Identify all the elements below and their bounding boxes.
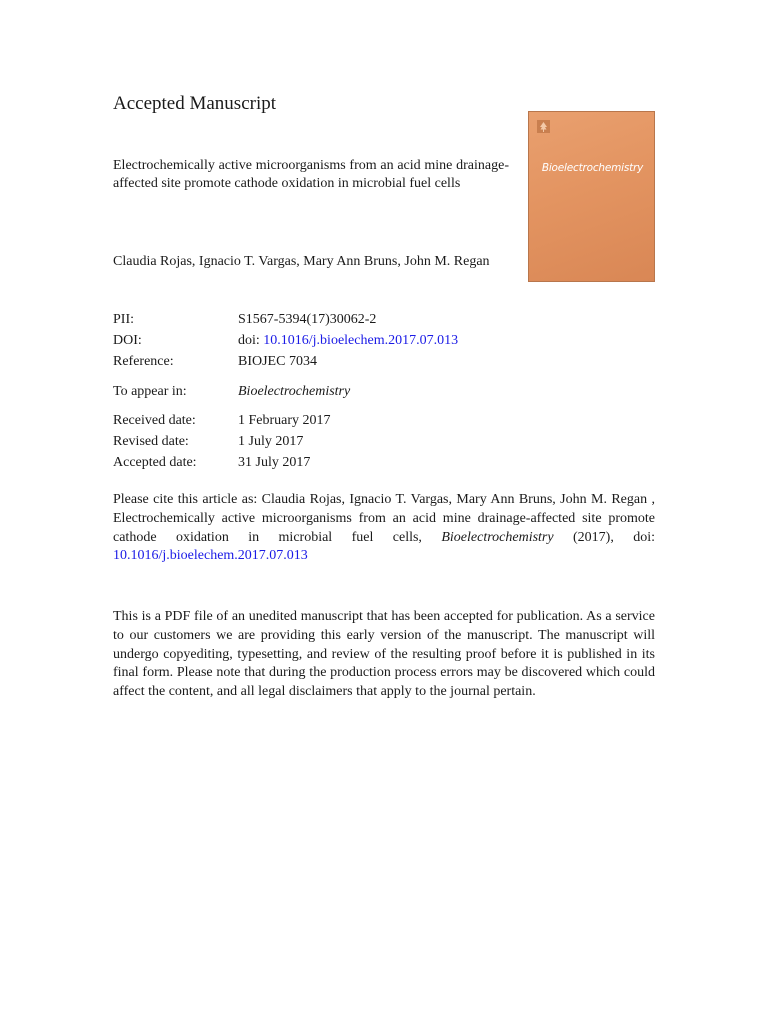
citation-doi-link[interactable]: 10.1016/j.bioelechem.2017.07.013 [113,548,308,564]
received-label: Received date: [113,413,196,428]
received-value: 1 February 2017 [238,413,331,428]
revised-label: Revised date: [113,434,189,449]
accepted-label: Accepted date: [113,455,197,470]
accepted-value: 31 July 2017 [238,455,311,470]
page-heading: Accepted Manuscript [113,93,277,114]
pii-value: S1567-5394(17)30062-2 [238,312,377,327]
appear-label: To appear in: [113,384,187,399]
article-title: Electrochemically active microorganisms from an acid mine drainage-affected site promote cathode oxidation in microbial fuel cells [113,158,509,191]
journal-cover [528,111,655,282]
reference-label: Reference: [113,354,174,369]
doi-label: DOI: [113,333,142,348]
elsevier-tree-icon [537,120,550,133]
reference-value: BIOJEC 7034 [238,354,317,369]
article-authors: Claudia Rojas, Ignacio T. Vargas, Mary Ann Bruns, John M. Regan [113,254,490,269]
doi-value [238,330,458,351]
citation-journal: Bioelectrochemistry [441,529,554,545]
citation-year-doi: (2017), doi: [553,529,656,545]
appear-value: Bioelectrochemistry [238,384,351,399]
disclaimer-paragraph: This is a PDF file of an unedited manuscript that has been accepted for publication. As a service to our customers we are providing this early version of the manuscript. The manuscript will undergo copyediting, typesetting, and review of the resulting proof before it is published in its final form. Please note that during the production process errors may be discovered which could affect the content, and all legal disclaimers that apply to the journal pertain. [113,609,655,699]
pii-label: PII: [113,312,134,327]
doi-prefix: doi: [238,333,260,348]
doi-link[interactable]: 10.1016/j.bioelechem.2017.07.013 [263,333,459,348]
citation-paragraph [113,491,655,566]
revised-value: 1 July 2017 [238,434,304,449]
cover-journal-name: Bioelectrochemistry [541,162,644,174]
citation-text: Please cite this article as: Claudia Rojas, Ignacio T. Vargas, Mary Ann Bruns, John M. Regan , Electrochemically active microorganisms from an acid mine drainage-affected site promote cathode oxidation in microbial fuel cells, [113,492,655,545]
